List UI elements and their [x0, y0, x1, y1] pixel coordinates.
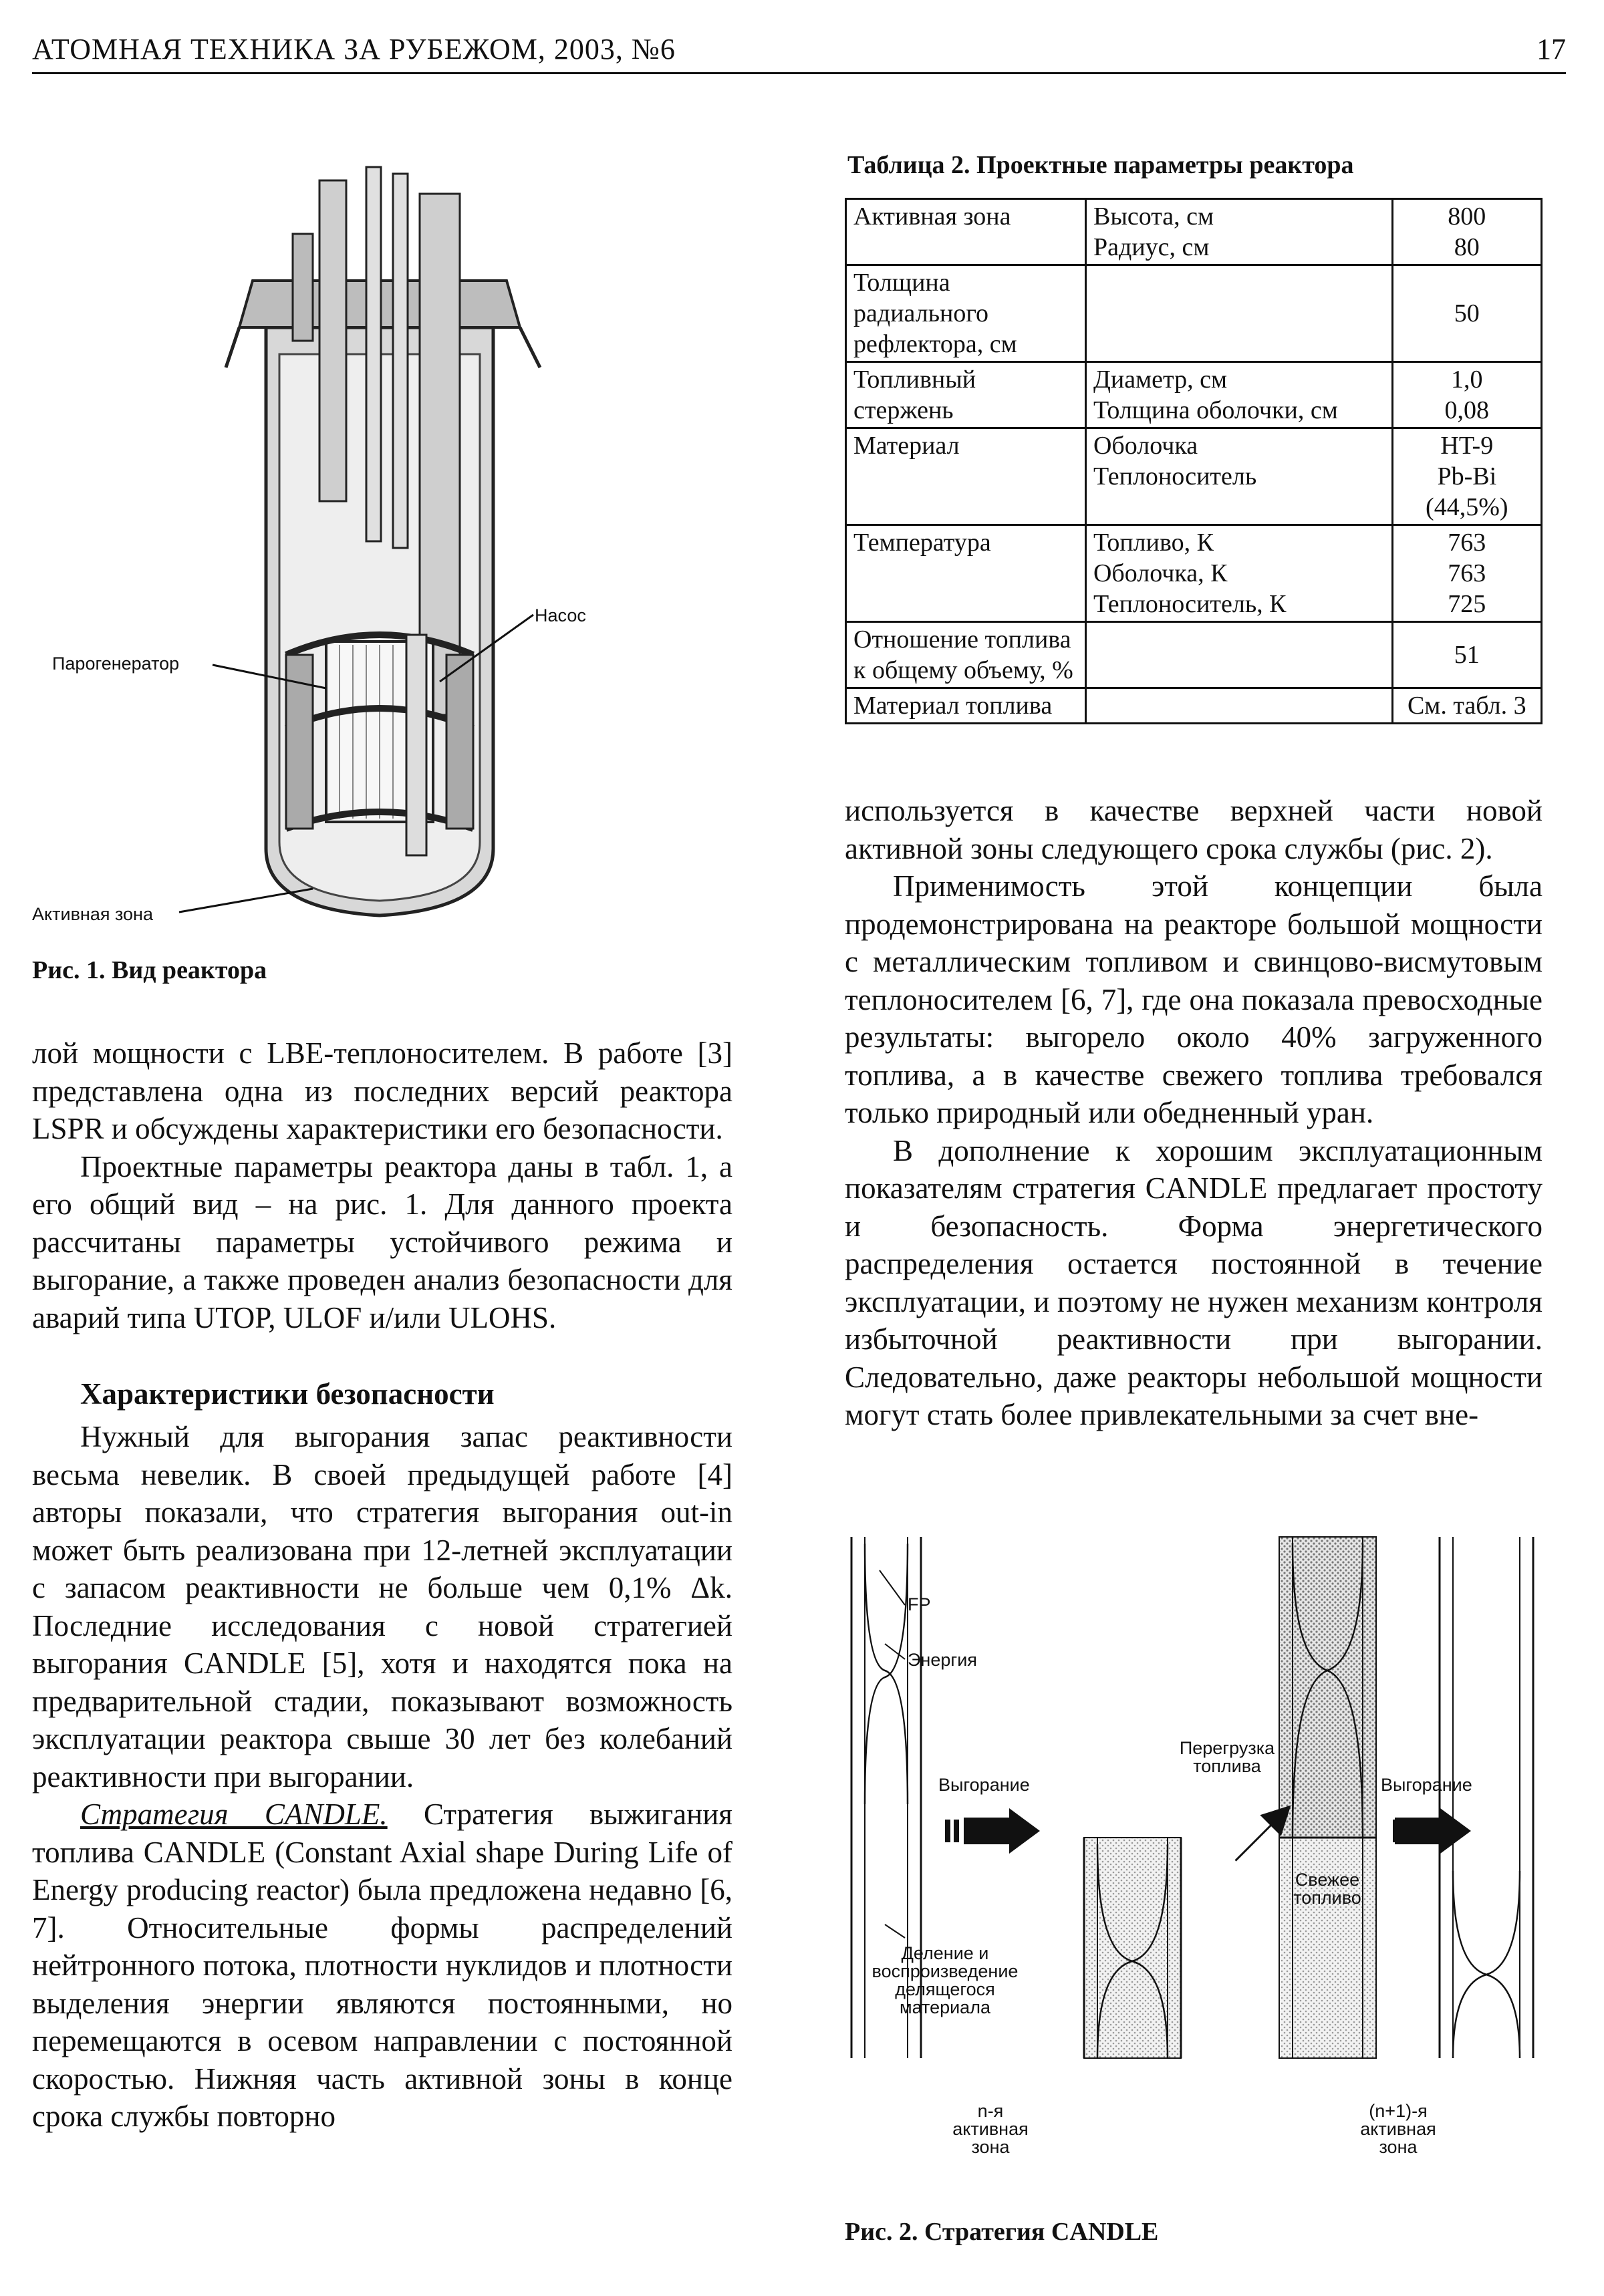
table-cell [1085, 688, 1392, 724]
table-cell: 763 763 725 [1392, 525, 1541, 622]
svg-text:материала: материала [900, 1997, 990, 2017]
table-cell: Топливо, К Оболочка, К Теплоноситель, К [1085, 525, 1392, 622]
reactor-figure [32, 154, 754, 929]
pipe [319, 180, 346, 501]
label-reload: Перегрузка [1179, 1738, 1275, 1758]
table-cell: Высота, см Радиус, см [1085, 199, 1392, 265]
table-cell: 1,0 0,08 [1392, 362, 1541, 428]
table-cell: 51 [1392, 622, 1541, 688]
paragraph: Проектные параметры реактора даны в табл. 1, а его общий вид – на рис. 1. Для данного проекта рассчитаны параметры устойчивого режима и выгорание, а также проведен анализ безопасности для аварий типа UTOP, ULOF и/или ULOHS. [32, 1149, 732, 1334]
table-row [846, 199, 1542, 265]
svg-text:воспроизведение: воспроизведение [872, 1961, 1019, 1981]
label-fission: Деление и [901, 1943, 989, 1963]
section-heading: Характеристики безопасности [80, 1377, 495, 1411]
svg-text:зона: зона [971, 2137, 1010, 2157]
label-fresh-fuel: Свежее [1295, 1870, 1360, 1890]
paragraph: В дополнение к хорошим эксплуатационным показателям стратегия CANDLE предлагает простоту и безопасность. Форма энергетического распределения остается постоянной в течение эксплуатации, и поэтому не нужен механизм контроля избыточной реактивности при выгорании. Следовательно, даже реакторы небольшой мощности могут стать более привлекательными за счет вне- [845, 1133, 1543, 1431]
page-header [32, 32, 1566, 74]
label-n1-core: (n+1)-я [1369, 2101, 1428, 2121]
candle-figure [845, 1524, 1540, 2205]
fig2-caption: Рис. 2. Стратегия CANDLE [845, 2218, 1159, 2246]
table-cell: HT-9 Pb-Bi (44,5%) [1392, 428, 1541, 525]
label-steam-generator: Парогенератор [52, 654, 180, 674]
svg-text:топливо: топливо [1293, 1888, 1361, 1908]
table-row [846, 525, 1542, 622]
table-cell: Активная зона [846, 199, 1086, 265]
table2-caption: Таблица 2. Проектные параметры реактора [847, 151, 1354, 179]
svg-text:делящегося: делящегося [895, 1979, 995, 1999]
burnup-arrow-1 [945, 1808, 1040, 1854]
paragraph: Стратегия CANDLE. Стратегия выжигания топлива CANDLE (Constant Axial shape During Life of Energy producing reactor) была предложена недавно [6, 7]. Относительные формы распределений нейтронного потока, плотности нуклидов и плотности выделения энергии являются постоянными, но перемещаются в осевом направлении с постоянной скоростью. Нижняя часть активной зоны в конце срока службы повторно [32, 1798, 732, 2133]
column-n-end [1084, 1838, 1181, 2058]
label-core: Активная зона [32, 904, 153, 924]
svg-text:зона: зона [1379, 2137, 1418, 2157]
table-cell: Оболочка Теплоноситель [1085, 428, 1392, 525]
paragraph: Применимость этой концепции была продемонстрирована на реакторе большой мощности с металлическим топливом и свинцово-висмутовым теплоносителем [6, 7], где она показала превосходные результаты: выгорело около 40% загруженного топлива, а в качестве свежего топлива требовался только природный или обедненный уран. [845, 869, 1543, 1129]
table-cell: Топливный стержень [846, 362, 1086, 428]
label-pump: Насос [535, 605, 586, 625]
table-cell: 800 80 [1392, 199, 1541, 265]
table-row [846, 362, 1542, 428]
table-cell: Материал топлива [846, 688, 1086, 724]
rod [366, 167, 381, 541]
table-cell: См. табл. 3 [1392, 688, 1541, 724]
table-cell: Температура [846, 525, 1086, 622]
table-cell: Толщина радиального рефлектора, см [846, 265, 1086, 362]
fig1-caption: Рис. 1. Вид реактора [32, 956, 267, 984]
params-table [845, 198, 1543, 724]
left-column [32, 1034, 732, 2136]
table-cell: 50 [1392, 265, 1541, 362]
page-number: 17 [1536, 33, 1566, 65]
label-energy: Энергия [908, 1650, 977, 1670]
table-cell: Диаметр, см Толщина оболочки, см [1085, 362, 1392, 428]
column-n1-reloaded [1279, 1537, 1376, 2058]
column-n1-end [1440, 1537, 1533, 2058]
journal-title: АТОМНАЯ ТЕХНИКА ЗА РУБЕЖОМ, 2003, №6 [32, 33, 676, 65]
candle-strategy-title: Стратегия CANDLE. [80, 1798, 388, 1831]
table-cell: Материал [846, 428, 1086, 525]
table-row [846, 688, 1542, 724]
table-cell [1085, 622, 1392, 688]
burnup-arrow-2 [1393, 1808, 1471, 1854]
paragraph: используется в качестве верхней части новой активной зоны следующего срока службы (рис. 2). [845, 794, 1543, 865]
paragraph: лой мощности с LBE-теплоносителем. В работе [3] представлена одна из последних версий реактора LSPR и обсуждены характеристики его безопасности. [32, 1036, 732, 1145]
table-row [846, 428, 1542, 525]
svg-text:активная: активная [952, 2119, 1029, 2139]
table-row [846, 622, 1542, 688]
label-burnup-1: Выгорание [938, 1775, 1030, 1795]
label-n-core: n-я [977, 2101, 1004, 2121]
svg-text:активная: активная [1360, 2119, 1436, 2139]
paragraph: Нужный для выгорания запас реактивности весьма невелик. В своей предыдущей работе [4] авторы показали, что стратегия выгорания out-in может быть реализована при 12-летней эксплуатации с запасом реактивности не больше чем 0,1% Δk. Последние исследования с новой стратегией выгорания CANDLE [5], хотя и находятся пока на предварительной стадии, показывают возможность эксплуатации реактора свыше 30 лет без колебаний реактивности при выгорании. [32, 1420, 732, 1793]
svg-text:топлива: топлива [1193, 1756, 1261, 1776]
table-cell [1085, 265, 1392, 362]
table-cell: Отношение топлива к общему объему, % [846, 622, 1086, 688]
table-row [846, 265, 1542, 362]
label-burnup-2: Выгорание [1381, 1775, 1472, 1795]
right-column [845, 792, 1543, 1434]
label-fp: FP [908, 1594, 931, 1614]
